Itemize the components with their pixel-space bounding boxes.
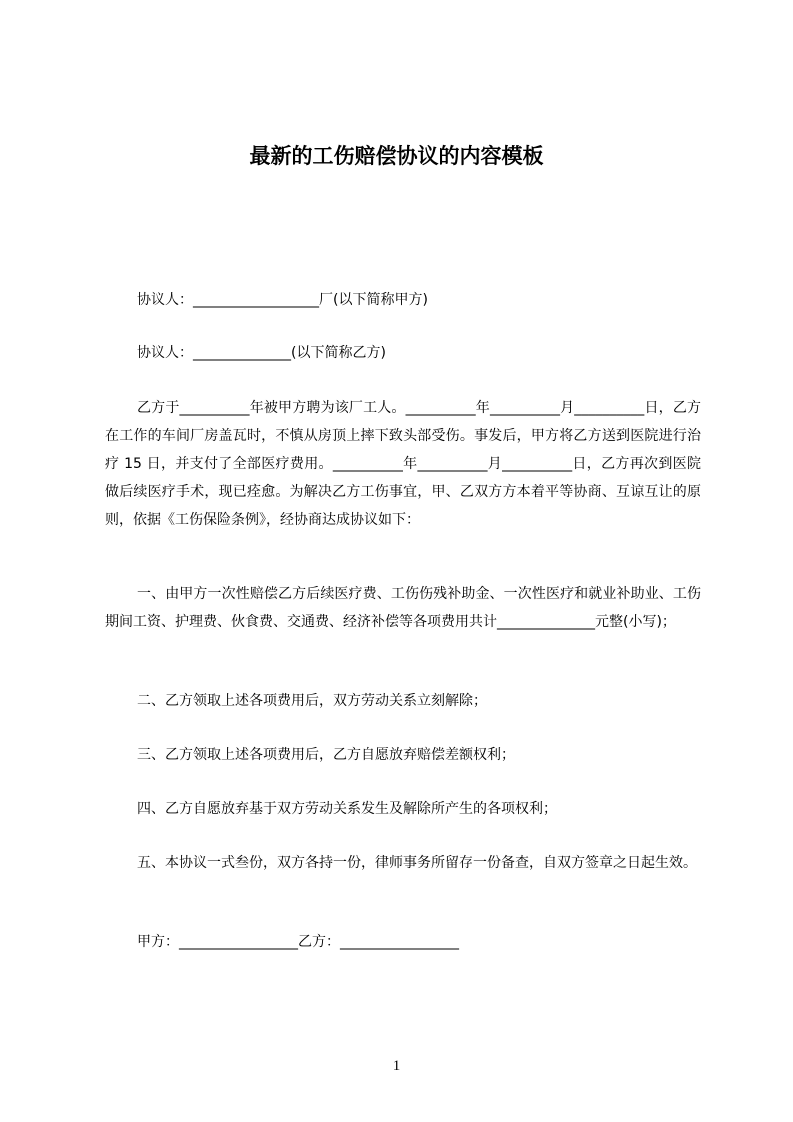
signature-line: 甲方：_________________乙方：_________________ — [137, 934, 459, 950]
party-a-line: 协议人：__________________厂(以下简称甲方) — [137, 292, 428, 308]
clause-1: 一、由甲方一次性赔偿乙方后续医疗费、工伤伤残补助金、一次性医疗和就业补助业、工伤期间工资、护理费、伙食费、交通费、经济补偿等各项费用共计______________元整(小写)； — [105, 586, 701, 630]
clause-5: 五、本协议一式叁份，双方各持一份，律师事务所留存一份备查，自双方签章之日起生效。 — [137, 855, 697, 871]
clause-2: 二、乙方领取上述各项费用后，双方劳动关系立刻解除； — [137, 693, 487, 709]
party-b-line: 协议人：______________(以下简称乙方) — [137, 345, 386, 361]
document-title: 最新的工伤赔偿协议的内容模板 — [249, 144, 544, 168]
intro-paragraph: 乙方于__________年被甲方聘为该厂工人。__________年__________月__________日，乙方在工作的车间厂房盖瓦时，不慎从房顶上摔下致头部受伤。事发后，甲方将乙方送到医院进行治疗 15 日，并支付了全部医疗费用。__________年__________月__________日，乙方再次到医院做后续医疗手术，现已痊愈。为解决乙方工伤事宜，甲、乙双方方本着平等协商、互谅互让的原则，依据《工伤保险条例》，经协商达成协议如下： — [105, 400, 701, 528]
clause-3: 三、乙方领取上述各项费用后，乙方自愿放弃赔偿差额权利； — [137, 747, 515, 763]
page-number: 1 — [392, 1058, 401, 1074]
clause-4: 四、乙方自愿放弃基于双方劳动关系发生及解除所产生的各项权利； — [137, 801, 557, 817]
